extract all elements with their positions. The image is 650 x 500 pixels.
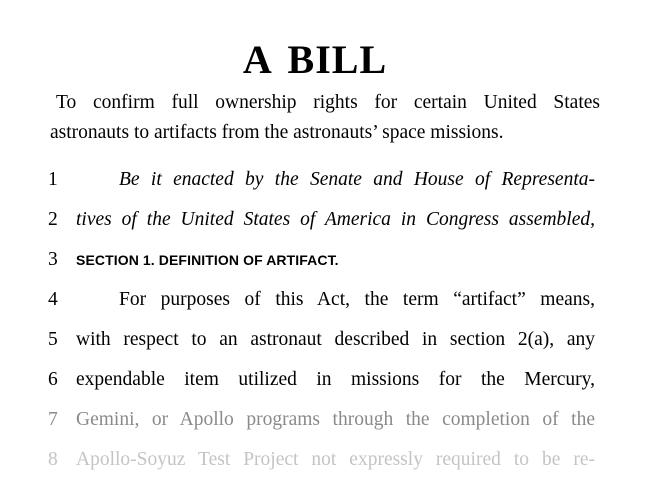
bill-title: A BILL	[242, 37, 388, 82]
purpose-line-1: To confirm full ownership rights for certain United States	[56, 92, 600, 113]
bill-line-5	[48, 325, 595, 355]
bill-line-4	[48, 285, 595, 315]
line-number-7: 7	[48, 409, 58, 430]
section-text-line-6: expendable item utilized in missions for the Mercury,	[76, 369, 595, 390]
enacting-clause-line-1: Be it enacted by the Senate and House of Representa-	[119, 169, 595, 190]
line-number-8: 8	[48, 449, 58, 470]
line-number-2: 2	[48, 209, 58, 230]
enacting-clause-line-2: tives of the United States of America in Congress assembled,	[76, 209, 595, 230]
line-number-1: 1	[48, 169, 58, 190]
line-number-5: 5	[48, 329, 58, 350]
bill-purpose	[50, 88, 600, 148]
bill-line-6	[48, 365, 595, 395]
bill-line-3	[48, 245, 595, 275]
line-number-4: 4	[48, 289, 58, 310]
bill-line-1	[48, 165, 595, 195]
section-text-line-7: Gemini, or Apollo programs through the completion of the	[76, 409, 595, 430]
line-number-6: 6	[48, 369, 58, 390]
bill-line-2	[48, 205, 595, 235]
bill-line-7	[48, 405, 595, 435]
purpose-line-2: astronauts to artifacts from the astronauts’ space missions.	[50, 122, 504, 143]
section-text-line-5: with respect to an astronaut described in section 2(a), any	[76, 329, 595, 350]
bill-line-8	[48, 445, 595, 475]
line-number-3: 3	[48, 249, 58, 270]
section-text-line-4: For purposes of this Act, the term “artifact” means,	[119, 289, 595, 310]
section-text-line-8: Apollo-Soyuz Test Project not expressly required to be re-	[76, 449, 595, 470]
section-heading: SECTION 1. DEFINITION OF ARTIFACT.	[76, 252, 339, 268]
